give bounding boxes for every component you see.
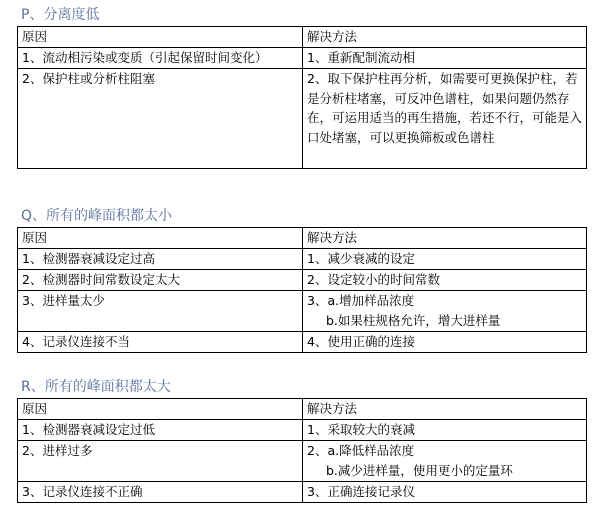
cause-cell: 1、检测器衰减设定过低 (18, 420, 303, 441)
table-row (18, 69, 587, 169)
cause-cell: 2、进样过多 (18, 441, 303, 482)
section-title: R、所有的峰面积都太大 (21, 379, 171, 395)
solution-line: 3、a.增加样品浓度 (307, 293, 415, 308)
table-row (18, 482, 587, 503)
solution-cell (303, 48, 587, 69)
header-cause: 原因 (18, 399, 303, 420)
table-header-row (18, 27, 587, 48)
solution-cell (303, 482, 587, 503)
cause-cell: 3、记录仪连接不正确 (18, 482, 303, 503)
cause-cell: 1、流动相污染或变质（引起保留时间变化） (18, 48, 303, 69)
section-title: P、分离度低 (21, 7, 100, 23)
header-solution: 解决方法 (303, 228, 587, 249)
table-header-row (18, 399, 587, 420)
troubleshooting-table (17, 26, 587, 169)
solution-cell: 2、取下保护柱再分析，如需要可更换保护柱，若是分析柱堵塞，可反冲色谱柱，如果问题仍然存在，可运用适当的再生措施，若还不行，可能是入口处堵塞，可以更换筛板或色谱柱 (303, 69, 587, 169)
section-q (17, 207, 586, 353)
table-row (18, 332, 587, 353)
solution-line: 3、正确连接记录仪 (307, 484, 415, 499)
table-row (18, 48, 587, 69)
cause-cell: 4、记录仪连接不当 (18, 332, 303, 353)
cause-cell: 3、进样量太少 (18, 291, 303, 332)
header-solution: 解决方法 (303, 27, 587, 48)
solution-line: 1、减少衰减的设定 (307, 251, 415, 266)
section-title: Q、所有的峰面积都太小 (21, 208, 173, 224)
solution-line: 1、采取较大的衰减 (307, 422, 415, 437)
header-solution: 解决方法 (303, 399, 587, 420)
table-row (18, 441, 587, 482)
section-r (17, 378, 586, 503)
table-header-row (18, 228, 587, 249)
troubleshooting-table (17, 227, 587, 353)
header-cause: 原因 (18, 27, 303, 48)
solution-line: b.减少进样量，使用更小的定量环 (326, 463, 513, 478)
table-row (18, 249, 587, 270)
solution-line: 1、重新配制流动相 (307, 50, 415, 65)
table-row (18, 291, 587, 332)
solution-cell (303, 420, 587, 441)
solution-cell (303, 249, 587, 270)
table-row (18, 420, 587, 441)
solution-cell (303, 270, 587, 291)
cause-cell: 2、保护柱或分析柱阻塞 (18, 69, 303, 169)
troubleshooting-table (17, 398, 587, 503)
cause-cell: 1、检测器衰减设定过高 (18, 249, 303, 270)
table-row (18, 270, 587, 291)
solution-line: 4、使用正确的连接 (307, 334, 415, 349)
solution-cell (303, 441, 587, 482)
header-cause: 原因 (18, 228, 303, 249)
section-p (17, 6, 586, 169)
solution-line: 2、a.降低样品浓度 (307, 443, 415, 458)
cause-cell: 2、检测器时间常数设定太大 (18, 270, 303, 291)
solution-line: b.如果柱规格允许，增大进样量 (326, 313, 501, 328)
solution-line: 2、设定较小的时间常数 (307, 272, 440, 287)
solution-cell (303, 332, 587, 353)
solution-cell (303, 291, 587, 332)
